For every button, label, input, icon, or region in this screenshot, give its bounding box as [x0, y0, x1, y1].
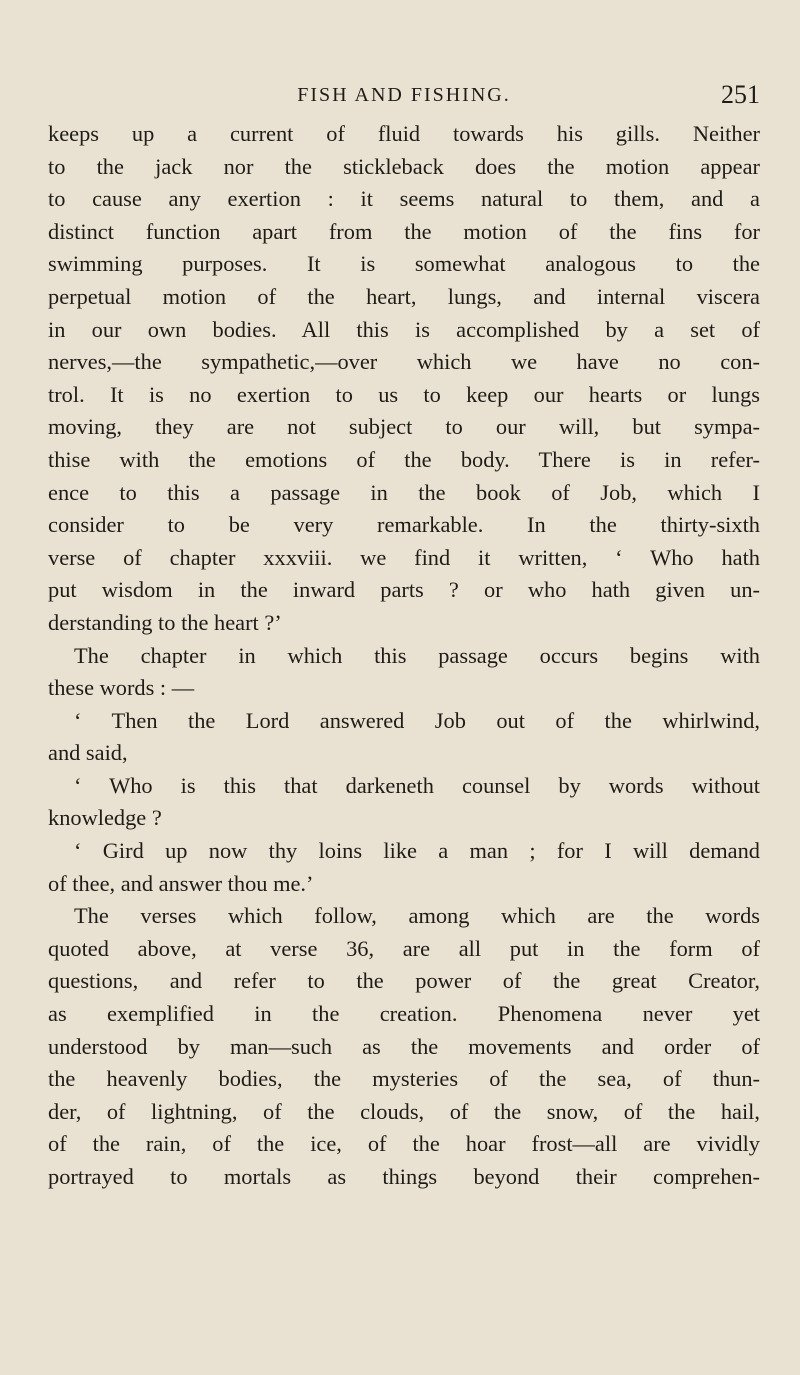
text-line: portrayed to mortals as things beyond their comprehen- — [48, 1164, 760, 1189]
text-line: of the rain, of the ice, of the hoar frost—all are vividly — [48, 1131, 760, 1157]
text-line: swimming purposes. It is somewhat analogous to the — [48, 251, 760, 277]
text-line: consider to be very remarkable. In the thirty-sixth — [48, 512, 760, 538]
text-line: The chapter in which this passage occurs begins with — [74, 642, 760, 668]
text-line: and said, — [48, 740, 128, 766]
text-line: the heavenly bodies, the mysteries of the sea, of thun- — [48, 1066, 760, 1092]
text-line: thise with the emotions of the body. There is in refer- — [48, 446, 760, 472]
text-line: nerves,—the sympathetic,—over which we have no con- — [48, 349, 760, 375]
text-line: put wisdom in the inward parts ? or who hath given un- — [48, 577, 760, 603]
body-text — [48, 118, 760, 1194]
text-line: ‘ Who is this that darkeneth counsel by words without — [74, 772, 760, 798]
text-line: der, of lightning, of the clouds, of the snow, of the hail, — [48, 1098, 760, 1124]
text-line: derstanding to the heart ?’ — [48, 609, 282, 635]
text-line: ‘ Then the Lord answered Job out of the whirlwind, — [74, 707, 760, 733]
text-line: in our own bodies. All this is accomplished by a set of — [48, 316, 760, 342]
text-line: moving, they are not subject to our will, but sympa- — [48, 414, 760, 440]
text-line: ‘ Gird up now thy loins like a man ; for I will demand — [74, 838, 760, 864]
text-line: to the jack nor the stickleback does the motion appear — [48, 153, 760, 179]
text-line: questions, and refer to the power of the great Creator, — [48, 968, 760, 994]
text-line: these words : — — [48, 675, 195, 701]
text-line: understood by man—such as the movements and order of — [48, 1033, 760, 1059]
text-line: perpetual motion of the heart, lungs, and internal viscera — [48, 283, 760, 309]
running-head — [48, 80, 760, 114]
text-line: verse of chapter xxxviii. we find it written, ‘ Who hath — [48, 544, 760, 570]
text-line: ence to this a passage in the book of Job, which I — [48, 479, 760, 505]
text-line: keeps up a current of fluid towards his gills. Neither — [48, 121, 760, 146]
running-title: FISH AND FISHING. — [297, 84, 511, 106]
text-line: to cause any exertion : it seems natural to them, and a — [48, 186, 760, 212]
page-number: 251 — [721, 80, 760, 109]
text-line: of thee, and answer thou me.’ — [48, 870, 314, 896]
text-line: quoted above, at verse 36, are all put in the form of — [48, 935, 760, 961]
text-line: as exemplified in the creation. Phenomena never yet — [48, 1001, 760, 1027]
text-line: distinct function apart from the motion of the fins for — [48, 218, 760, 244]
text-line: The verses which follow, among which are the words — [74, 903, 760, 929]
text-line: knowledge ? — [48, 805, 162, 831]
text-line: trol. It is no exertion to us to keep our hearts or lungs — [48, 381, 760, 407]
